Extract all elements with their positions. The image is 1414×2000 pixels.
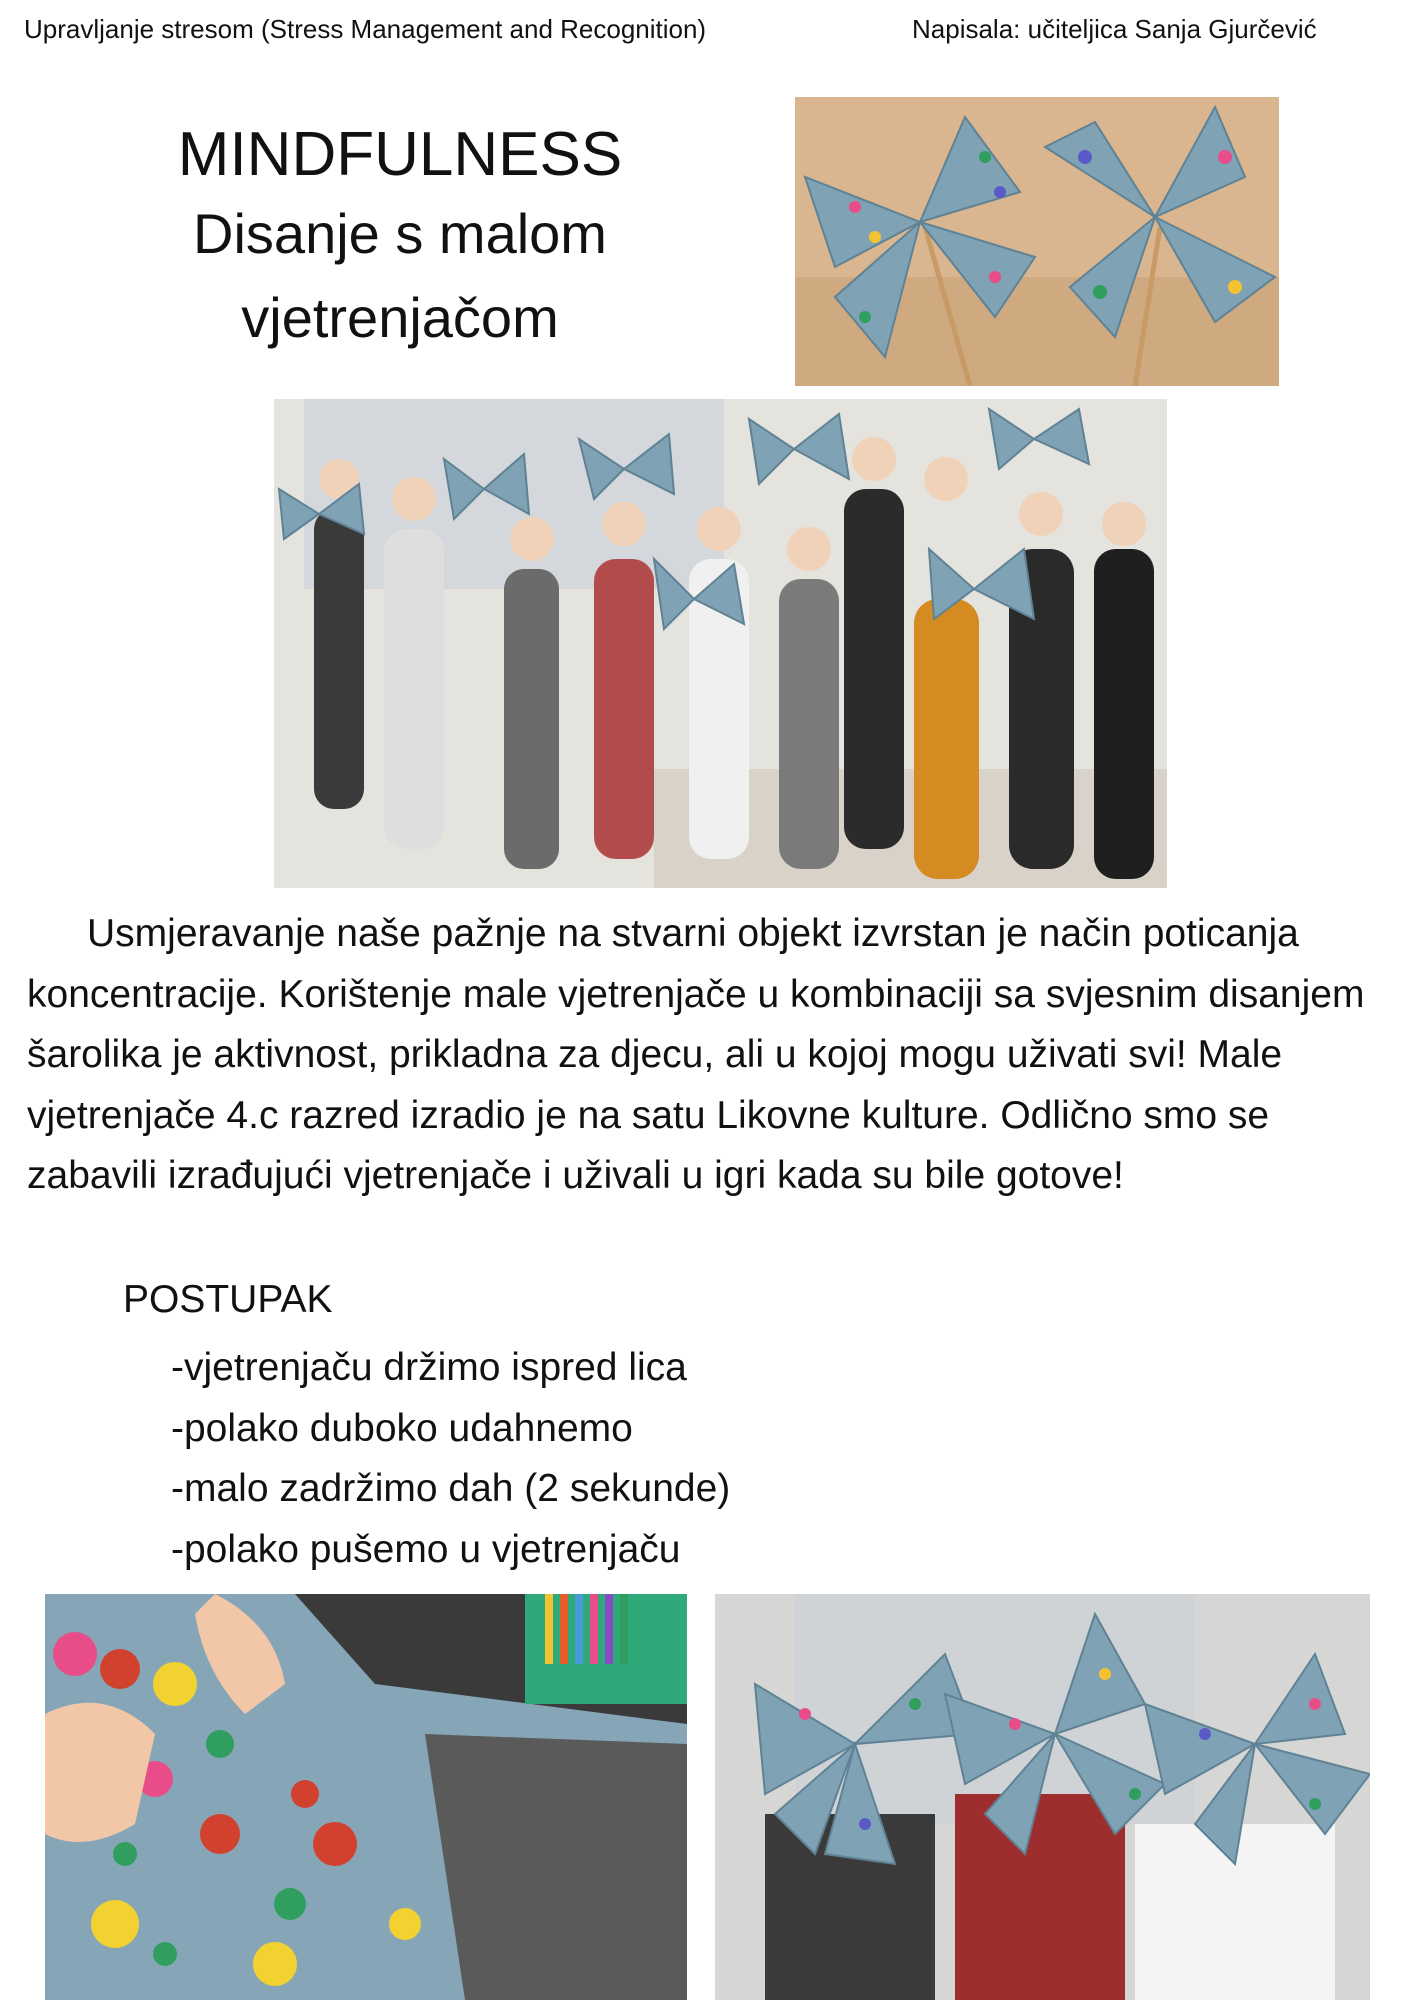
procedure-step: -polako duboko udahnemo: [171, 1406, 633, 1450]
header-author: Napisala: učiteljica Sanja Gjurčević: [912, 14, 1317, 44]
procedure-steps: [171, 1338, 730, 1580]
decorating-pinwheel-photo: [45, 1594, 687, 2000]
procedure-step: -malo zadržimo dah (2 sekunde): [171, 1467, 731, 1510]
intro-paragraph: Usmjeravanje naše pažnje na stvarni objekt izvrstan je način poticanja koncentracije. Korištenje male vjetrenjače u kombinaciji sa svjesnim disanjem šarolika je aktivnost, prikladna za djecu, ali u kojoj mogu uživati svi! Male vjetrenjače 4.c razred izradio je na satu Likovne kulture. Odlično smo se zabavili izrađujući vjetrenjače i uživali u igri kada su bile gotove!: [27, 912, 1365, 1197]
header-left-text: Upravljanje stresom (Stress Management and Recognition): [24, 14, 707, 44]
page-subtitle-line-2: vjetrenjačom: [241, 285, 559, 349]
page-title: MINDFULNESS: [177, 120, 623, 189]
page-subtitle-line-1: Disanje s malom: [193, 202, 607, 266]
children-with-pinwheels-photo: [715, 1594, 1370, 2000]
procedure-step: -vjetrenjaču držimo ispred lica: [171, 1346, 687, 1389]
procedure-step: -polako pušemo u vjetrenjaču: [171, 1527, 681, 1571]
class-group-photo: [274, 399, 1167, 888]
procedure-heading: POSTUPAK: [123, 1278, 333, 1321]
title-block: [100, 118, 700, 359]
pinwheels-photo: [795, 97, 1279, 386]
